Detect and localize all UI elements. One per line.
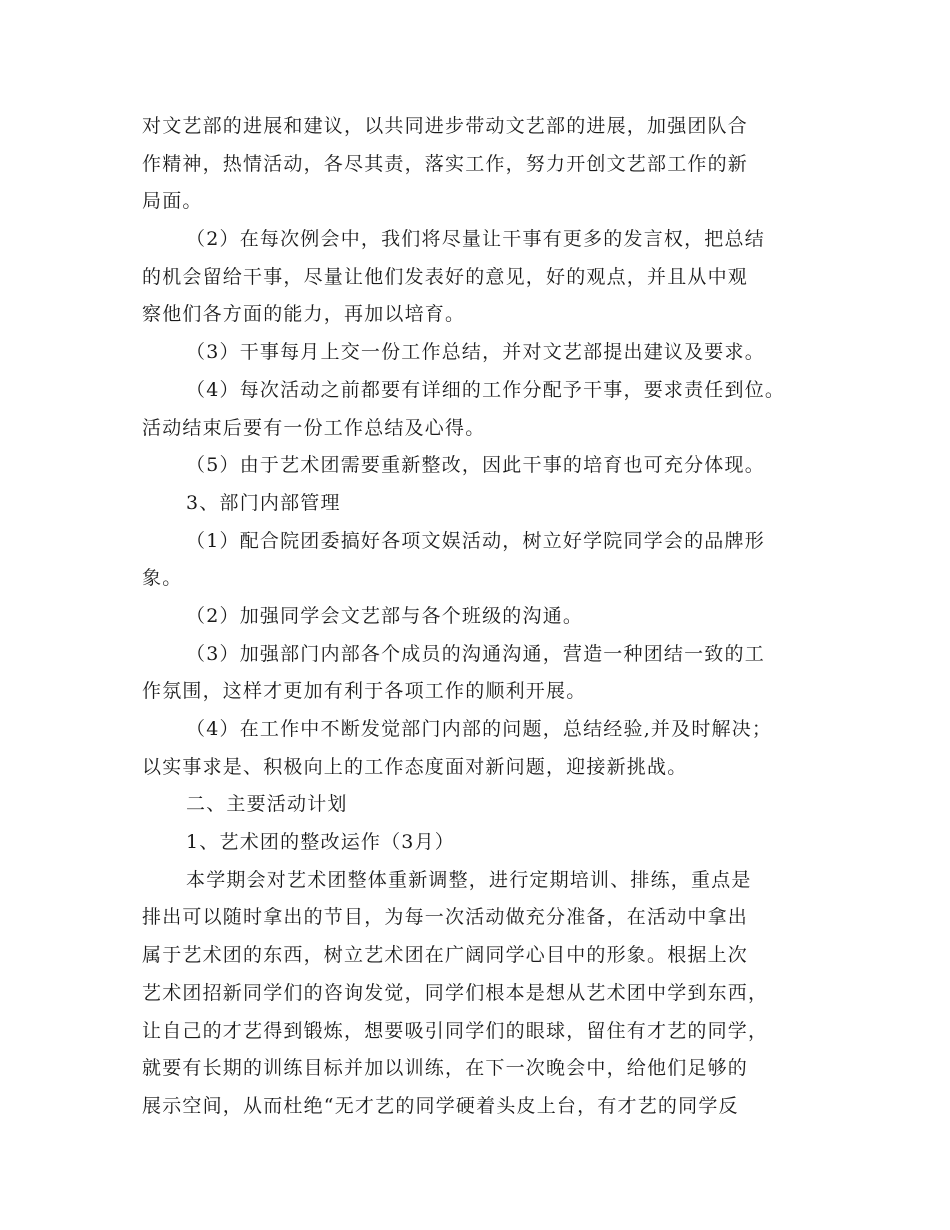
paragraph-line: 排出可以随时拿出的节目，为每一次活动做充分准备，在活动中拿出: [142, 906, 749, 929]
paragraph-line: 作精神，热情活动，各尽其责，落实工作，努力开创文艺部工作的新: [142, 152, 749, 175]
paragraph-line: 活动结束后要有一份工作总结及心得。: [142, 416, 486, 439]
paragraph-line: 的机会留给干事，尽量让他们发表好的意见，好的观点，并且从中观: [142, 265, 749, 288]
paragraph-line: （5）由于艺术团需要重新整改，因此干事的培育也可充分体现。: [186, 454, 765, 477]
paragraph-line: （4）在工作中不断发觉部门内部的问题，总结经验,并及时解决；: [186, 718, 773, 740]
paragraph-line: （2）在每次例会中，我们将尽量让干事有更多的发言权，把总结: [186, 228, 765, 251]
paragraph-line: （2）加强同学会文艺部与各个班级的沟通。: [186, 604, 584, 627]
paragraph-line: （3）干事每月上交一份工作总结，并对文艺部提出建议及要求。: [186, 341, 765, 364]
paragraph-line: 让自己的才艺得到锻炼，想要吸引同学们的眼球，留住有才艺的同学，: [142, 1019, 769, 1042]
paragraph-line: 本学期会对艺术团整体重新调整，进行定期培训、排练，重点是: [186, 868, 752, 891]
document-body: [142, 108, 832, 1126]
paragraph-line: （4）每次活动之前都要有详细的工作分配予干事，要求责任到位。: [186, 378, 786, 401]
paragraph-line: （3）加强部门内部各个成员的沟通沟通，营造一种团结一致的工: [186, 642, 765, 665]
paragraph-line: 3、部门内部管理: [186, 491, 341, 514]
paragraph-line: 二、主要活动计划: [186, 793, 348, 816]
paragraph-line: 展示空间，从而杜绝“无才艺的同学硬着头皮上台，有才艺的同学反: [142, 1094, 739, 1117]
paragraph-line: 作氛围，这样才更加有利于各项工作的顺利开展。: [142, 680, 587, 703]
paragraph-line: 对文艺部的进展和建议，以共同进步带动文艺部的进展，加强团队合: [142, 115, 749, 137]
paragraph-line: 就要有长期的训练目标并加以训练，在下一次晚会中，给他们足够的: [142, 1057, 749, 1080]
paragraph-line: 以实事求是、积极向上的工作态度面对新问题，迎接新挑战。: [142, 755, 688, 778]
paragraph-line: 艺术团招新同学们的咨询发觉，同学们根本是想从艺术团中学到东西，: [142, 981, 769, 1004]
paragraph-line: 象。: [142, 567, 183, 590]
paragraph-line: 属于艺术团的东西，树立艺术团在广阔同学心目中的形象。根据上次: [142, 944, 749, 967]
paragraph-line: 察他们各方面的能力，再加以培育。: [142, 303, 466, 326]
paragraph-line: 1、艺术团的整改运作（3月）: [186, 831, 455, 854]
paragraph-line: （1）配合院团委搞好各项文娱活动，树立好学院同学会的品牌形: [186, 529, 765, 552]
paragraph-line: 局面。: [142, 190, 203, 213]
